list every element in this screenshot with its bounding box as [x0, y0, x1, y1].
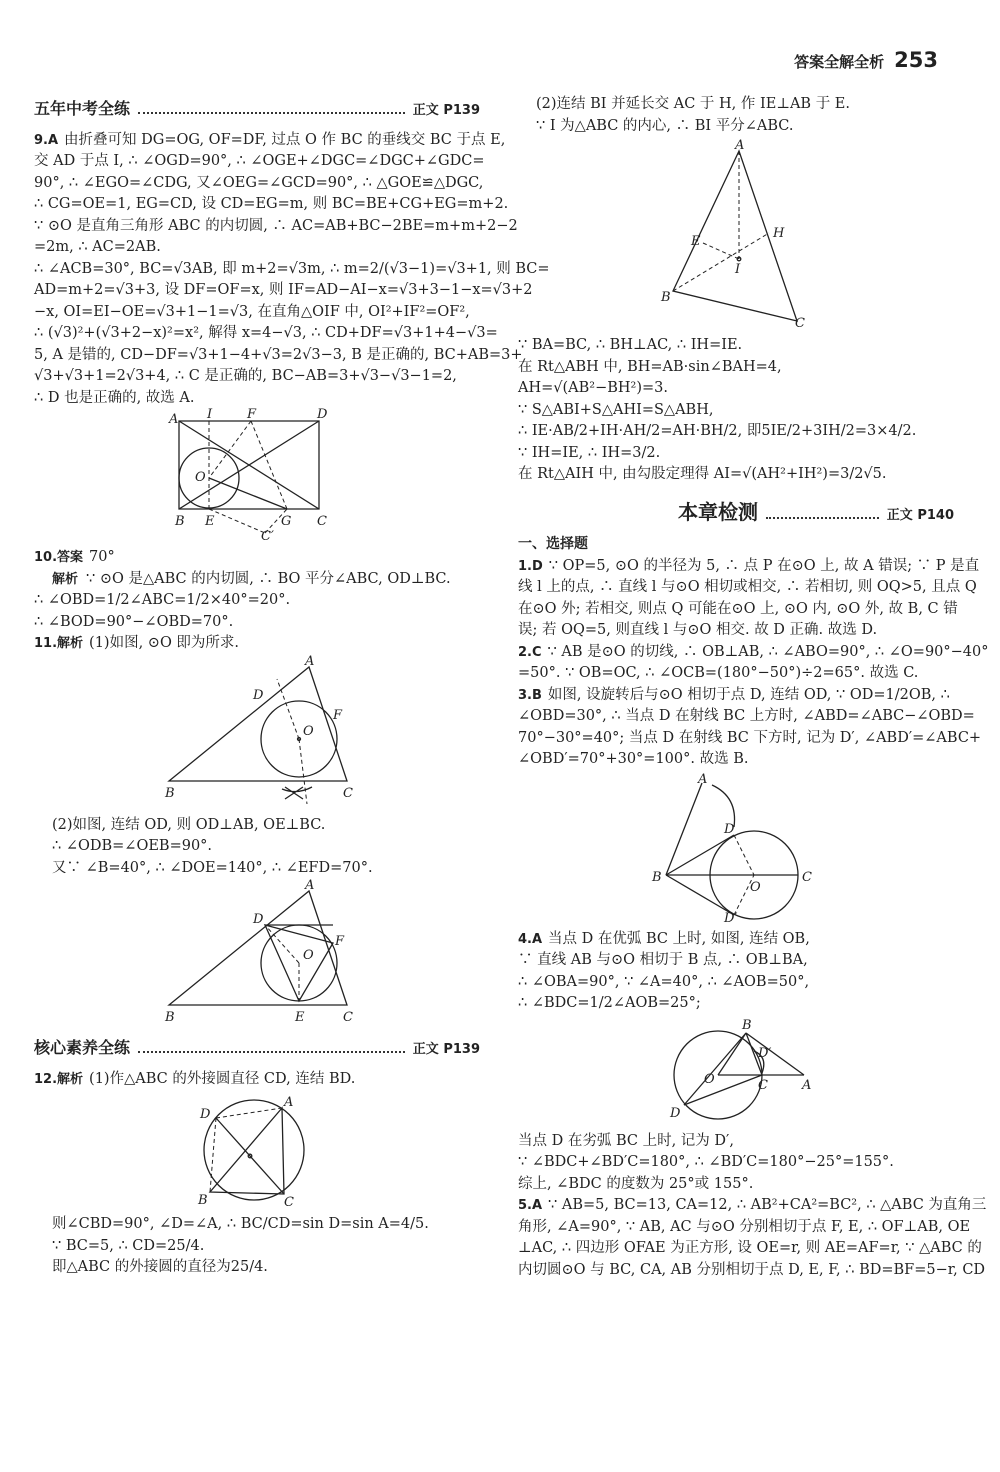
- question-5: [518, 1195, 987, 1217]
- figure-rotation: [646, 771, 826, 926]
- solution-line: 角形, ∠A=90°, ∵ AB, AC 与⊙O 分别相切于点 F, E, ∴ OF⊥AB, OE: [518, 1218, 971, 1235]
- segment-og: [209, 478, 287, 509]
- fold-line: [209, 509, 265, 533]
- triangle-abc: [169, 891, 347, 1005]
- label-D: D: [317, 407, 328, 422]
- solution-line: (2)如图, 连结 OD, 则 OD⊥AB, OE⊥BC.: [52, 816, 326, 833]
- solution-line: ∵ ⊙O 是直角三角形 ABC 的内切圆, ∴ AC=AB+BC−2BE=m+m+2−2: [34, 217, 518, 234]
- solution-line: ∵ OP=5, ⊙O 的半径为 5, ∴ 点 P 在⊙O 上, 故 A 错误; ∵ P 是直: [548, 557, 980, 574]
- solution-line: 则∠CBD=90°, ∠D=∠A, ∴ BC/CD=sin D=sin A=4/5.: [52, 1216, 429, 1232]
- solution-line: 5, A 是错的, CD−DF=√3+1−4+√3=2√3−3, B 是正确的, BC+AB=3+: [34, 346, 523, 363]
- solution-line: ∵ I 为△ABC 的内心, ∴ BI 平分∠ABC.: [536, 117, 794, 134]
- label-A: A: [169, 412, 179, 427]
- solution-line: ∠OBD=30°, ∴ 当点 D 在射线 BC 上方时, ∠ABD=∠ABC−∠OBD=: [518, 708, 975, 724]
- leader-dots: [138, 1051, 405, 1053]
- label-C: C: [802, 869, 812, 885]
- solution-line: ∵ AB 是⊙O 的切线, ∴ OB⊥AB, ∴ ∠ABO=90°, ∴ ∠O=90°−40°: [547, 643, 989, 660]
- radius-od: [734, 835, 754, 875]
- label-B: B: [165, 785, 175, 801]
- label-E: E: [691, 234, 701, 249]
- solution-line: 由折叠可知 DG=OG, OF=DF, 过点 O 作 BC 的垂线交 BC 于点 E,: [64, 131, 506, 148]
- solution-line: ∴ ∠BOD=90°−∠OBD=70°.: [34, 613, 234, 630]
- solution-line: 即△ABC 的外接圆的直径为25/4.: [52, 1259, 268, 1275]
- triangle-abc: [169, 667, 347, 781]
- tangent-bd-prime: [666, 875, 734, 915]
- leader-dots: [138, 112, 405, 114]
- question-1: [518, 556, 980, 578]
- label-C: C: [284, 1195, 294, 1210]
- solution-line: 误; 若 OQ=5, 则直线 l 与⊙O 相交. 故 D 正确. 故选 D.: [518, 622, 878, 638]
- solution-line: ∴ ∠BDC=1/2∠AOB=25°;: [518, 995, 701, 1011]
- label-E: E: [295, 1010, 305, 1025]
- problem-12: [34, 1069, 480, 1091]
- solution-line: ∵ ∠BDC+∠BD′C=180°, ∴ ∠BD′C=180°−25°=155°.: [518, 1154, 894, 1170]
- label-E: E: [205, 514, 215, 529]
- figure-rectangle-fold: [167, 407, 347, 544]
- section-header-core: [34, 1037, 480, 1061]
- diameter-cd: [216, 1118, 284, 1194]
- label-B: B: [165, 1010, 175, 1025]
- label-C: C: [758, 1077, 768, 1093]
- circumcircle: [204, 1100, 304, 1200]
- section-ref: 正文 P139: [412, 103, 480, 118]
- analysis-label: 解析: [52, 571, 79, 587]
- solution-line: ∵ BA=BC, ∴ BH⊥AC, ∴ IH=IE.: [518, 337, 743, 353]
- solution-line: AD=m+2=√3+3, 设 DF=OF=x, 则 IF=AD−AI−x=√3+3−1−x=√3+2: [34, 282, 533, 298]
- solution-line: ∵ S△ABI+S△AHI=S△ABH,: [518, 401, 714, 418]
- label-B: B: [661, 290, 671, 305]
- solution-line: ∠OBD′=70°+30°=100°. 故选 B.: [518, 751, 749, 767]
- section-ref: 正文 P139: [412, 1042, 480, 1057]
- leader-dots: [766, 517, 879, 519]
- problem-number: 9.A: [34, 132, 59, 148]
- solution-line: ∴ ∠ACB=30°, BC=√3AB, 即 m+2=√3m, ∴ m=2/(√3−1)=√3+1, 则 BC=: [34, 260, 550, 277]
- label-D: D: [253, 687, 264, 703]
- solution-line: 在⊙O 外; 若相交, 则点 Q 可能在⊙O 上, ⊙O 内, ⊙O 外, 故 B, C 错: [518, 600, 958, 617]
- label-F: F: [333, 707, 343, 723]
- figure-circumcircle: [192, 1094, 322, 1208]
- question-number: 5.A: [518, 1198, 543, 1213]
- solution-line: ∴ ∠OBD=1/2∠ABC=1/2×40°=20°.: [34, 592, 291, 608]
- bisector-lines: [277, 679, 307, 804]
- label-B: B: [175, 514, 185, 529]
- problem-number: 12.解析: [34, 1071, 84, 1087]
- label-O: O: [303, 723, 314, 739]
- fold-line: [251, 421, 287, 509]
- problem-10: [34, 547, 480, 569]
- solution-line: ∵ 直线 AB 与⊙O 相切于 B 点, ∴ OB⊥BA,: [518, 952, 808, 968]
- label-C: C: [343, 1010, 353, 1025]
- tangent-ab: [746, 1033, 804, 1075]
- chord-dc: [684, 1075, 762, 1105]
- label-A: A: [305, 653, 315, 669]
- solution-line: 内切圆⊙O 与 BC, CA, AB 分别相切于点 D, E, F, ∴ BD=BF=5−r, CD: [518, 1261, 986, 1278]
- solution-line: 在 Rt△AIH 中, 由勾股定理得 AI=√(AH²+IH²)=3/2√5.: [518, 466, 887, 482]
- question-number: 3.B: [518, 687, 542, 703]
- subsection-title: 一、选择题: [518, 536, 588, 552]
- label-O: O: [704, 1071, 715, 1087]
- label-H: H: [773, 226, 785, 241]
- solution-line: 交 AD 于点 I, ∴ ∠OGD=90°, ∴ ∠OGE+∠DGC=∠DGC+∠GDC=: [34, 153, 485, 169]
- solution-line: =50°. ∵ OB=OC, ∴ ∠OCB=(180°−50°)÷2=65°. 故选 C.: [518, 665, 919, 681]
- label-I: I: [207, 407, 213, 422]
- section-title: 本章检测: [678, 499, 758, 524]
- solution-line: ∴ D 也是正确的, 故选 A.: [34, 389, 195, 406]
- section-header-chapter-test: [518, 499, 954, 527]
- problem-11: [34, 633, 480, 655]
- figure-incircle-1: [157, 653, 357, 809]
- question-number: 2.C: [518, 644, 542, 660]
- problem-number: 10.答案: [34, 550, 84, 565]
- label-C: C: [317, 514, 327, 529]
- rotation-arrow: [712, 785, 735, 827]
- label-D: D: [670, 1105, 681, 1121]
- solution-line: 90°, ∴ ∠EGO=∠CDG, 又∠OEG=∠GCD=90°, ∴ △GOE≌△DGC,: [34, 174, 484, 191]
- solution-line: 如图, 设旋转后与⊙O 相切于点 D, 连结 OD, ∵ OD=1/2OB, ∴: [547, 686, 950, 703]
- solution-line: (1)作△ABC 的外接圆直径 CD, 连结 BD.: [89, 1070, 356, 1087]
- label-A: A: [698, 771, 708, 787]
- answer-value: 70°: [89, 549, 115, 565]
- label-B: B: [652, 869, 662, 885]
- label-F: F: [247, 407, 257, 422]
- label-O: O: [195, 470, 206, 485]
- segment-ie: [703, 243, 739, 259]
- section-ref: 正文 P140: [886, 507, 954, 523]
- segment-ad: [216, 1108, 282, 1118]
- solution-line: (2)连结 BI 并延长交 AC 于 H, 作 IE⊥AB 于 E.: [536, 96, 850, 112]
- solution-line: ∴ CG=OE=1, EG=CD, 设 CD=EG=m, 则 BC=BE+CG+EG=m+2.: [34, 196, 509, 212]
- label-C-prime: C′: [261, 529, 274, 544]
- solution-line: 综上, ∠BDC 的度数为 25°或 155°.: [518, 1175, 754, 1192]
- question-number: 4.A: [518, 931, 543, 947]
- section-title: 核心素养全练: [34, 1038, 131, 1057]
- question-2: [518, 642, 989, 664]
- solution-line: ∴ IE·AB/2+IH·AH/2=AH·BH/2, 即5IE/2+3IH/2=3×4/2.: [518, 423, 917, 439]
- page-number: 253: [894, 48, 938, 72]
- section-title: 五年中考全练: [34, 99, 131, 118]
- figure-tangent: [656, 1019, 816, 1125]
- solution-line: 当点 D 在优弧 BC 上时, 如图, 连结 OB,: [548, 930, 810, 947]
- solution-line: ⊥AC, ∴ 四边形 OFAE 为正方形, 设 OE=r, 则 AE=AF=r, ∵ △ABC 的: [518, 1240, 982, 1256]
- problem-9: [34, 130, 506, 152]
- label-B: B: [742, 1017, 752, 1033]
- tangent-bd: [666, 835, 734, 875]
- solution-line: AH=√(AB²−BH²)=3.: [518, 380, 669, 396]
- solution-line: ∴ (√3)²+(√3+2−x)²=x², 解得 x=4−√3, ∴ CD+DF=√3+1+4−√3=: [34, 325, 498, 341]
- label-D-prime: D′: [724, 910, 738, 926]
- label-D: D: [253, 912, 264, 927]
- solution-line: ∵ ⊙O 是△ABC 的内切圆, ∴ BO 平分∠ABC, OD⊥BC.: [86, 570, 451, 587]
- label-G: G: [281, 514, 292, 529]
- label-A: A: [305, 878, 315, 893]
- solution-line: √3+√3+1=2√3+4, ∴ C 是正确的, BC−AB=3+√3−√3−1=2,: [34, 368, 457, 384]
- label-D-prime: D′: [758, 1045, 772, 1061]
- solution-line: ∴ ∠OBA=90°, ∵ ∠A=40°, ∴ ∠AOB=50°,: [518, 973, 810, 990]
- label-A: A: [735, 138, 745, 153]
- solution-line: (1)如图, ⊙O 即为所求.: [89, 635, 240, 651]
- right-column: [518, 94, 989, 1281]
- header-title: 答案全解全析: [794, 53, 885, 71]
- solution-line: ∵ IH=IE, ∴ IH=3/2.: [518, 444, 661, 461]
- segment-ab: [666, 783, 702, 875]
- solution-line: ∵ AB=5, BC=13, CA=12, ∴ AB²+CA²=BC², ∴ △ABC 为直角三: [548, 1197, 987, 1213]
- question-number: 1.D: [518, 558, 543, 574]
- problem-10-analysis: [34, 569, 480, 591]
- fold-line: [209, 421, 251, 478]
- label-D: D: [724, 821, 735, 837]
- solution-line: ∴ ∠ODB=∠OEB=90°.: [52, 838, 213, 854]
- question-4: [518, 929, 954, 951]
- solution-line: 又∵ ∠B=40°, ∴ ∠DOE=140°, ∴ ∠EFD=70°.: [52, 859, 373, 876]
- page-header: [794, 50, 938, 74]
- label-C: C: [343, 785, 353, 801]
- figure-incenter: [651, 138, 821, 331]
- label-F: F: [335, 934, 345, 949]
- question-3: [518, 685, 954, 707]
- figure-incircle-2: [157, 878, 357, 1031]
- section-header-five-year: [34, 98, 480, 122]
- radius-ob: [718, 1033, 746, 1075]
- solution-line: 当点 D 在劣弧 BC 上时, 记为 D′,: [518, 1132, 734, 1149]
- solution-line: 在 Rt△ABH 中, BH=AB·sin∠BAH=4,: [518, 358, 782, 375]
- arc-marks: [282, 787, 312, 799]
- label-O: O: [303, 948, 314, 963]
- problem-number: 11.解析: [34, 636, 84, 651]
- solution-line: −x, OI=EI−OE=√3+1−1=√3, 在直角△OIF 中, OI²+IF²=OF²,: [34, 303, 470, 320]
- solution-line: 70°−30°=40°; 当点 D 在射线 BC 下方时, 记为 D′, ∠ABD′=∠ABC+: [518, 729, 982, 746]
- label-B: B: [198, 1193, 208, 1208]
- label-D: D: [200, 1107, 211, 1122]
- solution-line: =2m, ∴ AC=2AB.: [34, 239, 161, 255]
- label-A: A: [802, 1077, 812, 1093]
- label-C: C: [795, 316, 805, 331]
- chord-db: [684, 1033, 746, 1105]
- label-O: O: [750, 879, 761, 895]
- label-I: I: [735, 262, 741, 277]
- segment-bh: [673, 233, 769, 291]
- label-A: A: [284, 1095, 294, 1110]
- segment-od: [265, 925, 299, 963]
- solution-line: ∵ BC=5, ∴ CD=25/4.: [52, 1237, 205, 1254]
- solution-line: 线 l 上的点, ∴ 直线 l 与⊙O 相切或相交, ∴ 若相切, 则 OQ>5, 且点 Q: [518, 579, 977, 595]
